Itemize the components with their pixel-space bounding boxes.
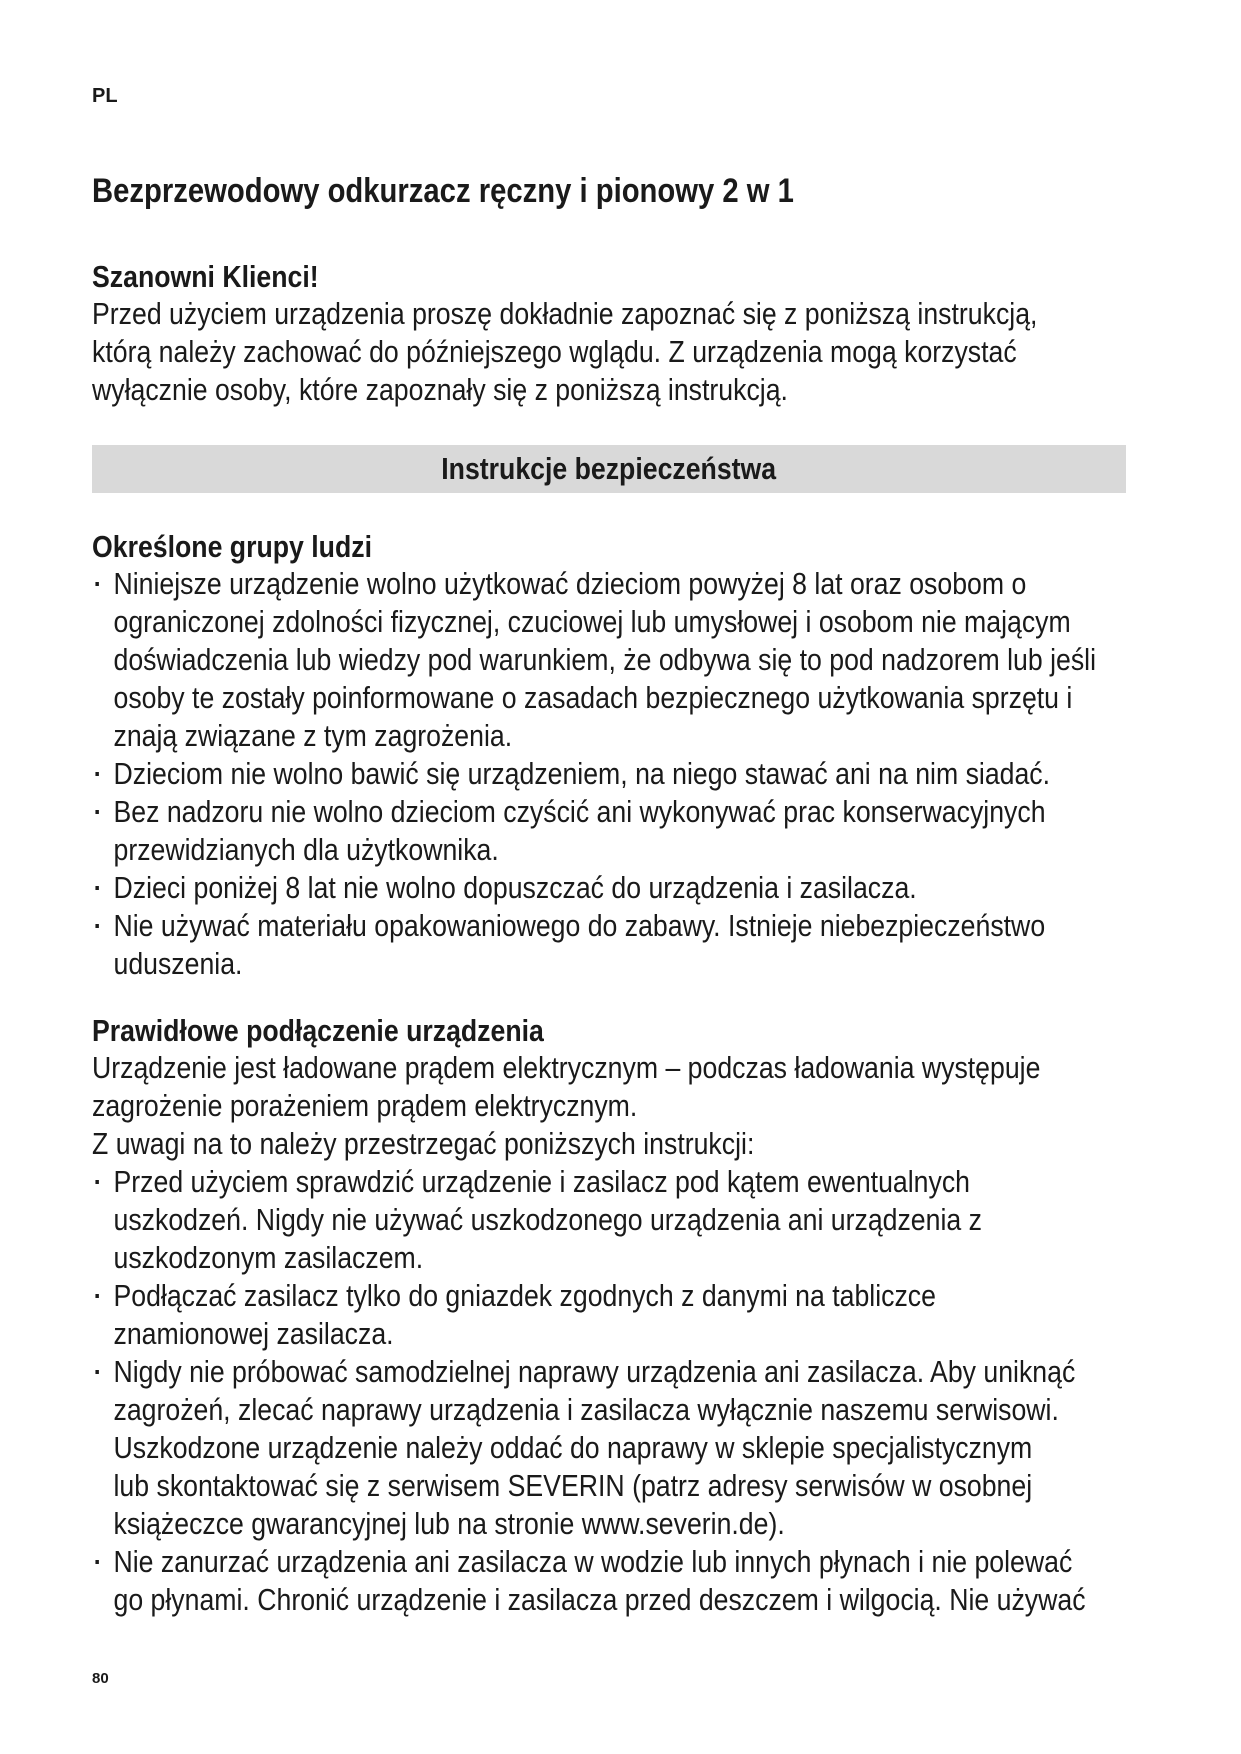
list-item: [92, 755, 1055, 793]
bullet-icon: [95, 1294, 98, 1298]
list-item-line: książeczce gwarancyjnej lub na stronie www.severin.de).: [113, 1506, 785, 1541]
list-item-line: uszkodzeń. Nigdy nie używać uszkodzonego urządzenia ani urządzenia z: [113, 1202, 982, 1237]
language-code: PL: [92, 85, 118, 107]
list-item-line: Dzieciom nie wolno bawić się urządzeniem, na niego stawać ani na nim siadać.: [113, 756, 1051, 791]
list-item-line: znają związane z tym zagrożenia.: [113, 718, 513, 753]
bullet-icon: [95, 582, 98, 586]
list-item-line: uszkodzonym zasilaczem.: [113, 1240, 424, 1275]
target-groups-list: [92, 565, 1097, 983]
safety-section-banner: [92, 445, 1126, 493]
proper-connection-heading: Prawidłowe podłączenie urządzenia: [92, 1013, 544, 1048]
greeting-line: Przed użyciem urządzenia proszę dokładnie zapoznać się z poniższą instrukcją,: [92, 296, 1038, 331]
greeting-heading: Szanowni Klienci!: [92, 259, 319, 294]
list-item-line: Nie zanurzać urządzenia ani zasilacza w wodzie lub innych płynach i nie polewać: [113, 1544, 1073, 1579]
list-item-line: Bez nadzoru nie wolno dzieciom czyścić ani wykonywać prac konserwacyjnych: [113, 794, 1046, 829]
bullet-icon: [95, 772, 98, 776]
list-item: [92, 793, 1055, 869]
list-item-line: przewidzianych dla użytkownika.: [113, 832, 499, 867]
target-groups-heading: Określone grupy ludzi: [92, 529, 372, 564]
greeting-line: którą należy zachować do późniejszego wglądu. Z urządzenia mogą korzystać: [92, 334, 1017, 369]
list-item-line: Uszkodzone urządzenie należy oddać do naprawy w sklepie specjalistycznym: [113, 1430, 1033, 1465]
list-item-line: Nie używać materiału opakowaniowego do zabawy. Istnieje niebezpieczeństwo: [113, 908, 1046, 943]
page-title: Bezprzewodowy odkurzacz ręczny i pionowy 2 w 1: [92, 172, 794, 210]
safety-section-label: Instrukcje bezpieczeństwa: [441, 451, 777, 486]
bullet-icon: [95, 1180, 98, 1184]
bullet-icon: [95, 886, 98, 890]
list-item: [92, 869, 1055, 907]
list-item-line: lub skontaktować się z serwisem SEVERIN (patrz adresy serwisów w osobnej: [113, 1468, 1033, 1503]
proper-connection-intro-line: Z uwagi na to należy przestrzegać poniższych instrukcji:: [92, 1126, 755, 1161]
greeting-line: wyłącznie osoby, które zapoznały się z poniższą instrukcją.: [92, 372, 788, 407]
list-item: [92, 1543, 1086, 1619]
greeting-block: [92, 258, 1212, 409]
list-item-line: osoby te zostały poinformowane o zasadach bezpiecznego użytkowania sprzętu i: [113, 680, 1073, 715]
bullet-icon: [95, 1370, 98, 1374]
list-item-line: Podłączać zasilacz tylko do gniazdek zgodnych z danymi na tabliczce: [113, 1278, 936, 1313]
list-item: [92, 907, 1055, 983]
bullet-icon: [95, 1560, 98, 1564]
list-item: [92, 1353, 1076, 1543]
list-item: [92, 565, 1097, 755]
list-item-line: zagrożeń, zlecać naprawy urządzenia i zasilacza wyłącznie naszemu serwisowi.: [113, 1392, 1059, 1427]
list-item-line: Niniejsze urządzenie wolno użytkować dzieciom powyżej 8 lat oraz osobom o: [113, 566, 1027, 601]
list-item-line: doświadczenia lub wiedzy pod warunkiem, że odbywa się to pod nadzorem lub jeśli: [113, 642, 1097, 677]
list-item: [92, 1163, 1055, 1277]
list-item: [92, 1277, 1055, 1353]
list-item-line: Przed użyciem sprawdzić urządzenie i zasilacz pod kątem ewentualnych: [113, 1164, 970, 1199]
target-groups-section: [92, 528, 1212, 983]
proper-connection-list: [92, 1163, 1086, 1619]
proper-connection-intro-line: Urządzenie jest ładowane prądem elektrycznym – podczas ładowania występuje: [92, 1050, 1041, 1085]
list-item-line: Nigdy nie próbować samodzielnej naprawy urządzenia ani zasilacza. Aby uniknąć: [113, 1354, 1076, 1389]
list-item-line: ograniczonej zdolności fizycznej, czuciowej lub umysłowej i osobom nie mającym: [113, 604, 1071, 639]
list-item-line: znamionowej zasilacza.: [113, 1316, 394, 1351]
list-item-line: Dzieci poniżej 8 lat nie wolno dopuszczać do urządzenia i zasilacza.: [113, 870, 917, 905]
bullet-icon: [95, 810, 98, 814]
bullet-icon: [95, 924, 98, 928]
proper-connection-section: [92, 1012, 1212, 1619]
page-number: 80: [92, 1670, 109, 1687]
proper-connection-intro-line: zagrożenie porażeniem prądem elektrycznym.: [92, 1088, 638, 1123]
list-item-line: uduszenia.: [113, 946, 243, 981]
list-item-line: go płynami. Chronić urządzenie i zasilacza przed deszczem i wilgocią. Nie używać: [113, 1582, 1086, 1617]
